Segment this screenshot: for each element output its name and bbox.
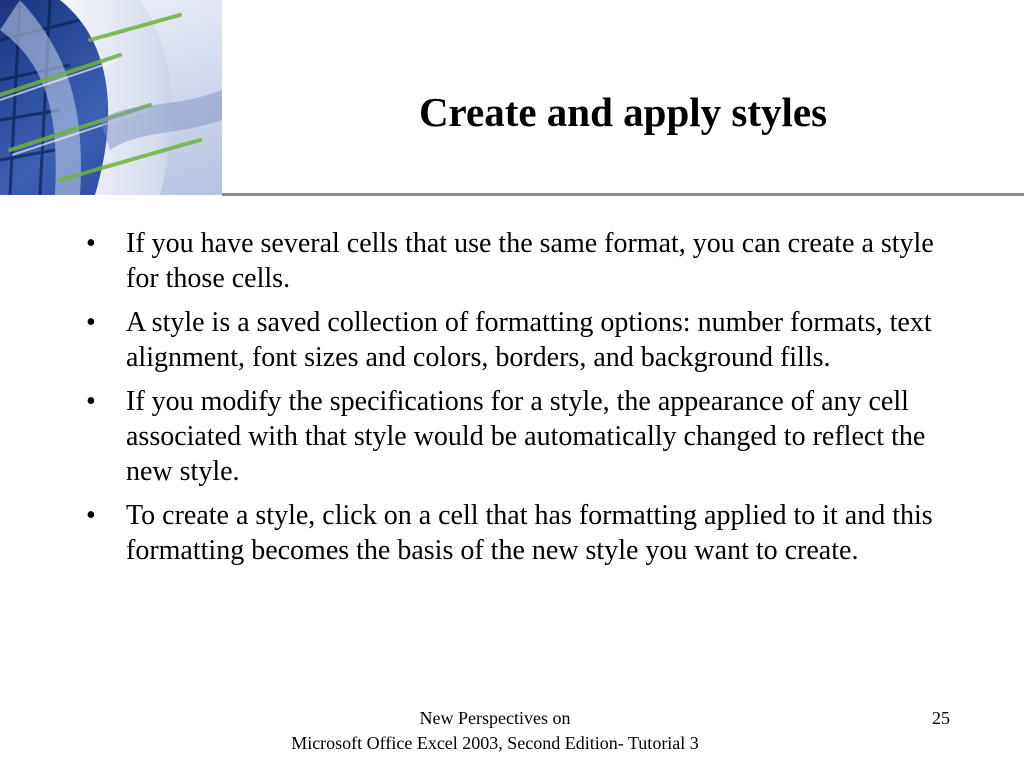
footer-line-1: New Perspectives on [419, 708, 571, 728]
page-number: 25 [932, 708, 950, 728]
footer-line-2: Microsoft Office Excel 2003, Second Edition- Tutorial 3 [291, 733, 699, 753]
bullet-item [82, 384, 952, 489]
bullet-point-icon: • [86, 386, 96, 417]
bullet-text: If you modify the specifications for a style, the appearance of any cell associated with that style would be automatically changed to reflect the new style. [126, 386, 926, 487]
bullet-item [82, 498, 952, 568]
slide-title: Create and apply styles [418, 89, 828, 135]
header-decorative-image [0, 0, 222, 195]
bullet-point-icon: • [86, 500, 96, 531]
bullet-item [82, 226, 952, 296]
bullet-item [82, 305, 952, 375]
title-divider [222, 193, 1024, 196]
footer-text [220, 706, 770, 756]
bullet-point-icon: • [86, 307, 96, 338]
bullet-point-icon: • [86, 228, 96, 259]
bullet-text: To create a style, click on a cell that has formatting applied to it and this formatting becomes the basis of the new style you want to create. [126, 500, 933, 566]
bullet-list [82, 226, 952, 577]
bullet-text: If you have several cells that use the same format, you can create a style for those cells. [126, 228, 934, 294]
bullet-text: A style is a saved collection of formatting options: number formats, text alignment, font sizes and colors, borders, and background fills. [126, 307, 932, 373]
